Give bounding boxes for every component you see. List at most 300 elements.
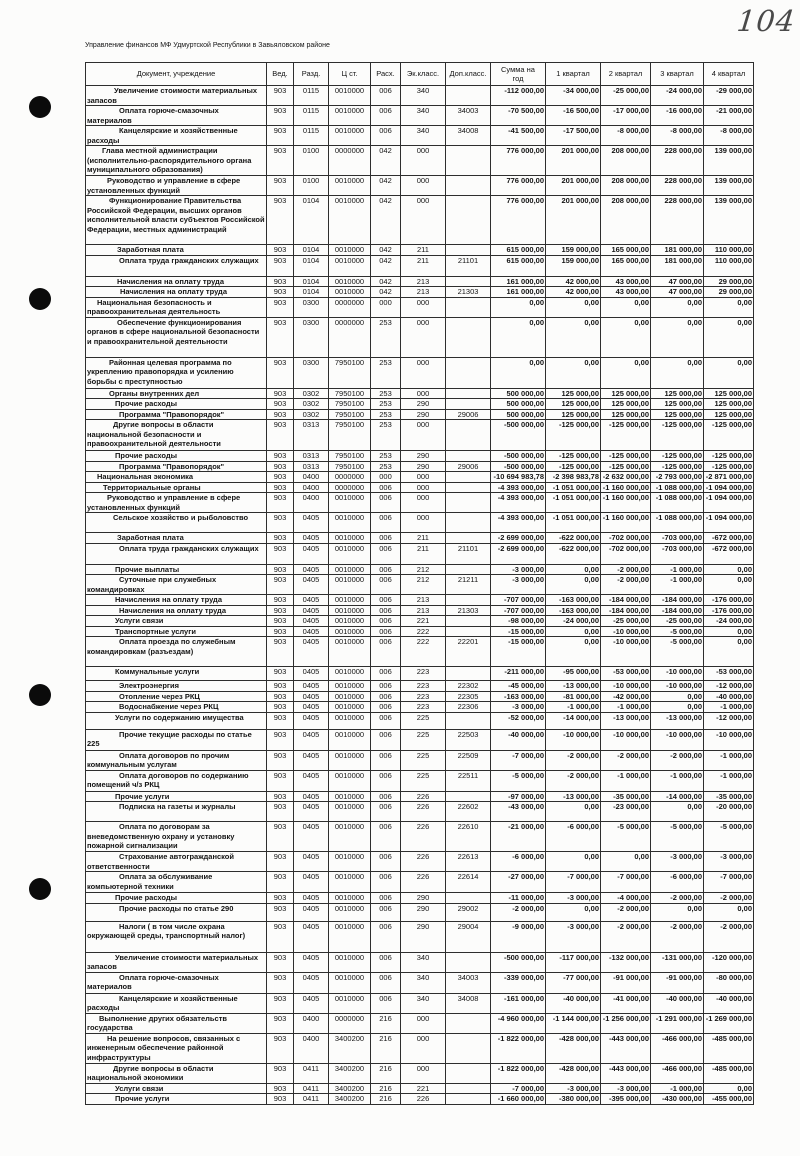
econ-class-cell: 211: [401, 255, 446, 276]
q1-cell: 0,00: [546, 637, 601, 667]
q4-cell: 0,00: [704, 575, 754, 595]
q1-cell: -10 000,00: [546, 729, 601, 750]
q2-cell: -7 000,00: [601, 872, 651, 893]
document-cell: Канцелярские и хозяйственные расходы: [86, 993, 267, 1013]
department-cell: 903: [267, 106, 294, 126]
annual-sum-cell: -41 500,00: [491, 126, 546, 146]
q3-cell: -91 000,00: [651, 972, 704, 993]
department-cell: 903: [267, 993, 294, 1013]
target-article-cell: 0000000: [329, 482, 371, 493]
q1-cell: -3 000,00: [546, 893, 601, 904]
department-cell: 903: [267, 893, 294, 904]
section-cell: 0405: [294, 729, 329, 750]
department-cell: 903: [267, 420, 294, 451]
econ-class-cell: 222: [401, 626, 446, 637]
econ-class-cell: 212: [401, 575, 446, 595]
q3-cell: -13 000,00: [651, 712, 704, 729]
department-cell: 903: [267, 605, 294, 616]
q1-cell: -163 000,00: [546, 595, 601, 606]
annual-sum-cell: -339 000,00: [491, 972, 546, 993]
expense-type-cell: 006: [371, 729, 401, 750]
target-article-cell: 0010000: [329, 681, 371, 692]
annual-sum-cell: -211 000,00: [491, 667, 546, 681]
department-cell: 903: [267, 146, 294, 176]
expense-type-cell: 006: [371, 482, 401, 493]
column-header-q2: 2 квартал: [601, 63, 651, 86]
q4-cell: 0,00: [704, 903, 754, 921]
document-cell: Коммунальные услуги: [86, 667, 267, 681]
expense-type-cell: 042: [371, 146, 401, 176]
expense-type-cell: 042: [371, 287, 401, 298]
section-cell: 0405: [294, 770, 329, 791]
annual-sum-cell: -97 000,00: [491, 791, 546, 802]
expense-type-cell: 006: [371, 543, 401, 564]
table-row: [86, 564, 754, 575]
annual-sum-cell: -1 822 000,00: [491, 1063, 546, 1083]
q4-cell: 110 000,00: [704, 245, 754, 256]
department-cell: 903: [267, 791, 294, 802]
q2-cell: -125 000,00: [601, 420, 651, 451]
extra-class-cell: [446, 86, 491, 106]
document-cell: Оплата труда гражданских служащих: [86, 543, 267, 564]
table-row: [86, 461, 754, 472]
extra-class-cell: 21211: [446, 575, 491, 595]
department-cell: 903: [267, 533, 294, 544]
extra-class-cell: [446, 1083, 491, 1094]
target-article-cell: 0010000: [329, 126, 371, 146]
target-article-cell: 0010000: [329, 993, 371, 1013]
econ-class-cell: 290: [401, 399, 446, 410]
table-row: [86, 1013, 754, 1033]
department-cell: 903: [267, 513, 294, 533]
econ-class-cell: 290: [401, 893, 446, 904]
q3-cell: -5 000,00: [651, 637, 704, 667]
expense-type-cell: 253: [371, 388, 401, 399]
document-cell: Подписка на газеты и журналы: [86, 802, 267, 822]
section-cell: 0400: [294, 482, 329, 493]
extra-class-cell: 22305: [446, 691, 491, 702]
expense-type-cell: 006: [371, 702, 401, 713]
table-row: [86, 106, 754, 126]
section-cell: 0400: [294, 493, 329, 513]
q1-cell: -380 000,00: [546, 1094, 601, 1105]
department-cell: 903: [267, 1033, 294, 1063]
q2-cell: -1 160 000,00: [601, 513, 651, 533]
department-cell: 903: [267, 245, 294, 256]
q1-cell: -6 000,00: [546, 822, 601, 852]
expense-type-cell: 006: [371, 605, 401, 616]
target-article-cell: 0010000: [329, 637, 371, 667]
expense-type-cell: 216: [371, 1094, 401, 1105]
econ-class-cell: 290: [401, 903, 446, 921]
table-row: [86, 482, 754, 493]
q4-cell: -2 000,00: [704, 921, 754, 952]
q2-cell: 0,00: [601, 852, 651, 872]
extra-class-cell: 34008: [446, 993, 491, 1013]
q2-cell: 0,00: [601, 297, 651, 317]
target-article-cell: 0010000: [329, 196, 371, 245]
q4-cell: 0,00: [704, 317, 754, 357]
econ-class-cell: 340: [401, 972, 446, 993]
q2-cell: -702 000,00: [601, 533, 651, 544]
extra-class-cell: [446, 712, 491, 729]
expense-type-cell: 253: [371, 409, 401, 420]
q3-cell: -703 000,00: [651, 533, 704, 544]
table-row: [86, 595, 754, 606]
q2-cell: 43 000,00: [601, 276, 651, 287]
target-article-cell: 0010000: [329, 543, 371, 564]
section-cell: 0300: [294, 297, 329, 317]
target-article-cell: 0010000: [329, 770, 371, 791]
q2-cell: -2 000,00: [601, 564, 651, 575]
table-row: [86, 575, 754, 595]
table-row: [86, 729, 754, 750]
document-cell: Оплата за обслуживание компьютерной техники: [86, 872, 267, 893]
extra-class-cell: 34008: [446, 126, 491, 146]
q2-cell: -2 000,00: [601, 750, 651, 770]
extra-class-cell: 22509: [446, 750, 491, 770]
target-article-cell: 0010000: [329, 255, 371, 276]
q3-cell: 228 000,00: [651, 146, 704, 176]
expense-type-cell: 216: [371, 1063, 401, 1083]
section-cell: 0104: [294, 276, 329, 287]
table-row: [86, 245, 754, 256]
target-article-cell: 0010000: [329, 626, 371, 637]
target-article-cell: 0010000: [329, 872, 371, 893]
q1-cell: 201 000,00: [546, 196, 601, 245]
expense-type-cell: 006: [371, 802, 401, 822]
annual-sum-cell: -15 000,00: [491, 637, 546, 667]
annual-sum-cell: -3 000,00: [491, 575, 546, 595]
q3-cell: -2 793 000,00: [651, 472, 704, 483]
table-row: [86, 605, 754, 616]
annual-sum-cell: -4 393 000,00: [491, 493, 546, 513]
q1-cell: -2 000,00: [546, 770, 601, 791]
q3-cell: 181 000,00: [651, 245, 704, 256]
document-cell: Другие вопросы в области национальной безопасности и правоохранительной деятельности: [86, 420, 267, 451]
q3-cell: 0,00: [651, 357, 704, 388]
expense-type-cell: 006: [371, 493, 401, 513]
q1-cell: 0,00: [546, 852, 601, 872]
table-row: [86, 972, 754, 993]
expense-type-cell: 006: [371, 126, 401, 146]
q2-cell: -25 000,00: [601, 616, 651, 627]
annual-sum-cell: -707 000,00: [491, 595, 546, 606]
econ-class-cell: 290: [401, 921, 446, 952]
q2-cell: -10 000,00: [601, 637, 651, 667]
department-cell: 903: [267, 493, 294, 513]
q2-cell: -1 256 000,00: [601, 1013, 651, 1033]
target-article-cell: 7950100: [329, 420, 371, 451]
extra-class-cell: [446, 533, 491, 544]
q1-cell: -622 000,00: [546, 533, 601, 544]
q4-cell: -176 000,00: [704, 595, 754, 606]
annual-sum-cell: -3 000,00: [491, 702, 546, 713]
table-row: [86, 750, 754, 770]
target-article-cell: 0010000: [329, 691, 371, 702]
document-cell: Прочие услуги: [86, 1094, 267, 1105]
q1-cell: 201 000,00: [546, 146, 601, 176]
table-row: [86, 276, 754, 287]
q2-cell: -8 000,00: [601, 126, 651, 146]
section-cell: 0405: [294, 872, 329, 893]
expense-type-cell: 042: [371, 245, 401, 256]
annual-sum-cell: 615 000,00: [491, 245, 546, 256]
table-row: [86, 626, 754, 637]
expense-type-cell: 253: [371, 357, 401, 388]
annual-sum-cell: -6 000,00: [491, 852, 546, 872]
expense-type-cell: 253: [371, 420, 401, 451]
q3-cell: -125 000,00: [651, 451, 704, 462]
annual-sum-cell: -40 000,00: [491, 729, 546, 750]
annual-sum-cell: -21 000,00: [491, 822, 546, 852]
q4-cell: -1 000,00: [704, 750, 754, 770]
econ-class-cell: 000: [401, 176, 446, 196]
expense-type-cell: 042: [371, 276, 401, 287]
q2-cell: -23 000,00: [601, 802, 651, 822]
q4-cell: -485 000,00: [704, 1033, 754, 1063]
econ-class-cell: 340: [401, 126, 446, 146]
org-title: Управление финансов МФ Удмуртской Республики в Завьяловском районе: [85, 42, 330, 49]
q2-cell: -2 000,00: [601, 921, 651, 952]
annual-sum-cell: 0,00: [491, 317, 546, 357]
section-cell: 0405: [294, 712, 329, 729]
extra-class-cell: [446, 196, 491, 245]
annual-sum-cell: -161 000,00: [491, 993, 546, 1013]
annual-sum-cell: -1 822 000,00: [491, 1033, 546, 1063]
econ-class-cell: 340: [401, 993, 446, 1013]
target-article-cell: 0010000: [329, 533, 371, 544]
department-cell: 903: [267, 575, 294, 595]
target-article-cell: 0010000: [329, 513, 371, 533]
q4-cell: 110 000,00: [704, 255, 754, 276]
expense-type-cell: 216: [371, 1013, 401, 1033]
econ-class-cell: 213: [401, 276, 446, 287]
expense-type-cell: 042: [371, 255, 401, 276]
department-cell: 903: [267, 196, 294, 245]
target-article-cell: 0000000: [329, 472, 371, 483]
document-cell: Налоги ( в том числе охрана окружающей среды, транспортный налог): [86, 921, 267, 952]
q1-cell: -14 000,00: [546, 712, 601, 729]
q2-cell: -42 000,00: [601, 691, 651, 702]
q3-cell: -8 000,00: [651, 126, 704, 146]
department-cell: 903: [267, 637, 294, 667]
annual-sum-cell: -1 660 000,00: [491, 1094, 546, 1105]
target-article-cell: 0000000: [329, 146, 371, 176]
q3-cell: -703 000,00: [651, 543, 704, 564]
q1-cell: -1 051 000,00: [546, 493, 601, 513]
annual-sum-cell: -11 000,00: [491, 893, 546, 904]
section-cell: 0405: [294, 681, 329, 692]
extra-class-cell: 22302: [446, 681, 491, 692]
extra-class-cell: [446, 1094, 491, 1105]
q4-cell: 0,00: [704, 637, 754, 667]
annual-sum-cell: -43 000,00: [491, 802, 546, 822]
section-cell: 0104: [294, 245, 329, 256]
table-row: [86, 637, 754, 667]
table-row: [86, 852, 754, 872]
q2-cell: -184 000,00: [601, 605, 651, 616]
expense-type-cell: 006: [371, 564, 401, 575]
department-cell: 903: [267, 451, 294, 462]
section-cell: 0115: [294, 86, 329, 106]
extra-class-cell: 22511: [446, 770, 491, 791]
extra-class-cell: 34003: [446, 972, 491, 993]
q3-cell: -131 000,00: [651, 952, 704, 972]
econ-class-cell: 226: [401, 1094, 446, 1105]
document-cell: Оплата договоров по содержанию помещений ч/з РКЦ: [86, 770, 267, 791]
section-cell: 0302: [294, 399, 329, 410]
expense-type-cell: 000: [371, 472, 401, 483]
annual-sum-cell: 776 000,00: [491, 146, 546, 176]
econ-class-cell: 000: [401, 1013, 446, 1033]
q4-cell: 0,00: [704, 564, 754, 575]
q4-cell: -1 000,00: [704, 770, 754, 791]
econ-class-cell: 290: [401, 461, 446, 472]
annual-sum-cell: -98 000,00: [491, 616, 546, 627]
target-article-cell: 3400200: [329, 1083, 371, 1094]
annual-sum-cell: -27 000,00: [491, 872, 546, 893]
department-cell: 903: [267, 921, 294, 952]
extra-class-cell: [446, 952, 491, 972]
econ-class-cell: 213: [401, 595, 446, 606]
punch-hole: [29, 878, 51, 900]
section-cell: 0302: [294, 388, 329, 399]
q3-cell: -3 000,00: [651, 852, 704, 872]
q4-cell: -12 000,00: [704, 712, 754, 729]
document-cell: Услуги связи: [86, 1083, 267, 1094]
table-row: [86, 409, 754, 420]
section-cell: 0405: [294, 533, 329, 544]
econ-class-cell: 290: [401, 409, 446, 420]
section-cell: 0100: [294, 176, 329, 196]
section-cell: 0411: [294, 1083, 329, 1094]
extra-class-cell: 29006: [446, 409, 491, 420]
econ-class-cell: 223: [401, 667, 446, 681]
document-cell: Канцелярские и хозяйственные расходы: [86, 126, 267, 146]
q4-cell: -125 000,00: [704, 461, 754, 472]
q2-cell: -10 000,00: [601, 626, 651, 637]
expense-type-cell: 253: [371, 451, 401, 462]
table-row: [86, 702, 754, 713]
target-article-cell: 0000000: [329, 317, 371, 357]
econ-class-cell: 225: [401, 712, 446, 729]
department-cell: 903: [267, 903, 294, 921]
document-cell: Водоснабжение через РКЦ: [86, 702, 267, 713]
extra-class-cell: [446, 388, 491, 399]
department-cell: 903: [267, 176, 294, 196]
q4-cell: -35 000,00: [704, 791, 754, 802]
q1-cell: 42 000,00: [546, 276, 601, 287]
annual-sum-cell: -2 000,00: [491, 903, 546, 921]
annual-sum-cell: -163 000,00: [491, 691, 546, 702]
q2-cell: -443 000,00: [601, 1063, 651, 1083]
department-cell: 903: [267, 276, 294, 287]
q1-cell: -13 000,00: [546, 791, 601, 802]
q2-cell: -25 000,00: [601, 86, 651, 106]
econ-class-cell: 226: [401, 872, 446, 893]
econ-class-cell: 000: [401, 1033, 446, 1063]
q4-cell: 0,00: [704, 626, 754, 637]
department-cell: 903: [267, 667, 294, 681]
q1-cell: -81 000,00: [546, 691, 601, 702]
econ-class-cell: 000: [401, 297, 446, 317]
document-cell: Оплата горюче-смазочных материалов: [86, 106, 267, 126]
q1-cell: 0,00: [546, 575, 601, 595]
extra-class-cell: [446, 1013, 491, 1033]
econ-class-cell: 226: [401, 791, 446, 802]
q1-cell: -95 000,00: [546, 667, 601, 681]
q1-cell: -125 000,00: [546, 420, 601, 451]
annual-sum-cell: -52 000,00: [491, 712, 546, 729]
document-cell: Оплата по договорам за вневедомственную охрану и установку пожарной сигнализации: [86, 822, 267, 852]
q4-cell: -8 000,00: [704, 126, 754, 146]
department-cell: 903: [267, 409, 294, 420]
q3-cell: -14 000,00: [651, 791, 704, 802]
q2-cell: -184 000,00: [601, 595, 651, 606]
target-article-cell: 0010000: [329, 86, 371, 106]
target-article-cell: 3400200: [329, 1033, 371, 1063]
section-cell: 0115: [294, 106, 329, 126]
econ-class-cell: 000: [401, 388, 446, 399]
target-article-cell: 0010000: [329, 852, 371, 872]
extra-class-cell: [446, 245, 491, 256]
column-header-q1: 1 квартал: [546, 63, 601, 86]
section-cell: 0300: [294, 317, 329, 357]
extra-class-cell: [446, 176, 491, 196]
q1-cell: -428 000,00: [546, 1063, 601, 1083]
q4-cell: -7 000,00: [704, 872, 754, 893]
department-cell: 903: [267, 626, 294, 637]
q3-cell: -2 000,00: [651, 921, 704, 952]
document-cell: Увеличение стоимости материальных запасов: [86, 952, 267, 972]
q1-cell: 125 000,00: [546, 399, 601, 410]
section-cell: 0400: [294, 472, 329, 483]
q3-cell: -2 000,00: [651, 893, 704, 904]
extra-class-cell: [446, 1063, 491, 1083]
q2-cell: 0,00: [601, 317, 651, 357]
department-cell: 903: [267, 317, 294, 357]
annual-sum-cell: 500 000,00: [491, 388, 546, 399]
annual-sum-cell: -500 000,00: [491, 461, 546, 472]
extra-class-cell: [446, 420, 491, 451]
q3-cell: 228 000,00: [651, 196, 704, 245]
q3-cell: -16 000,00: [651, 106, 704, 126]
q3-cell: 0,00: [651, 691, 704, 702]
document-cell: Заработная плата: [86, 245, 267, 256]
q3-cell: -10 000,00: [651, 681, 704, 692]
econ-class-cell: 000: [401, 472, 446, 483]
annual-sum-cell: -15 000,00: [491, 626, 546, 637]
q2-cell: -3 000,00: [601, 1083, 651, 1094]
expense-type-cell: 006: [371, 86, 401, 106]
expense-type-cell: 006: [371, 872, 401, 893]
q2-cell: -395 000,00: [601, 1094, 651, 1105]
target-article-cell: 0010000: [329, 575, 371, 595]
document-cell: Руководство и управление в сфере установленных функций: [86, 493, 267, 513]
econ-class-cell: 211: [401, 533, 446, 544]
q4-cell: -2 871 000,00: [704, 472, 754, 483]
expense-type-cell: 253: [371, 399, 401, 410]
extra-class-cell: 29004: [446, 921, 491, 952]
document-cell: Начисления на оплату труда: [86, 605, 267, 616]
document-cell: Прочие выплаты: [86, 564, 267, 575]
expense-type-cell: 000: [371, 297, 401, 317]
econ-class-cell: 000: [401, 357, 446, 388]
document-cell: Прочие расходы по статье 290: [86, 903, 267, 921]
q3-cell: 228 000,00: [651, 176, 704, 196]
target-article-cell: 7950100: [329, 399, 371, 410]
